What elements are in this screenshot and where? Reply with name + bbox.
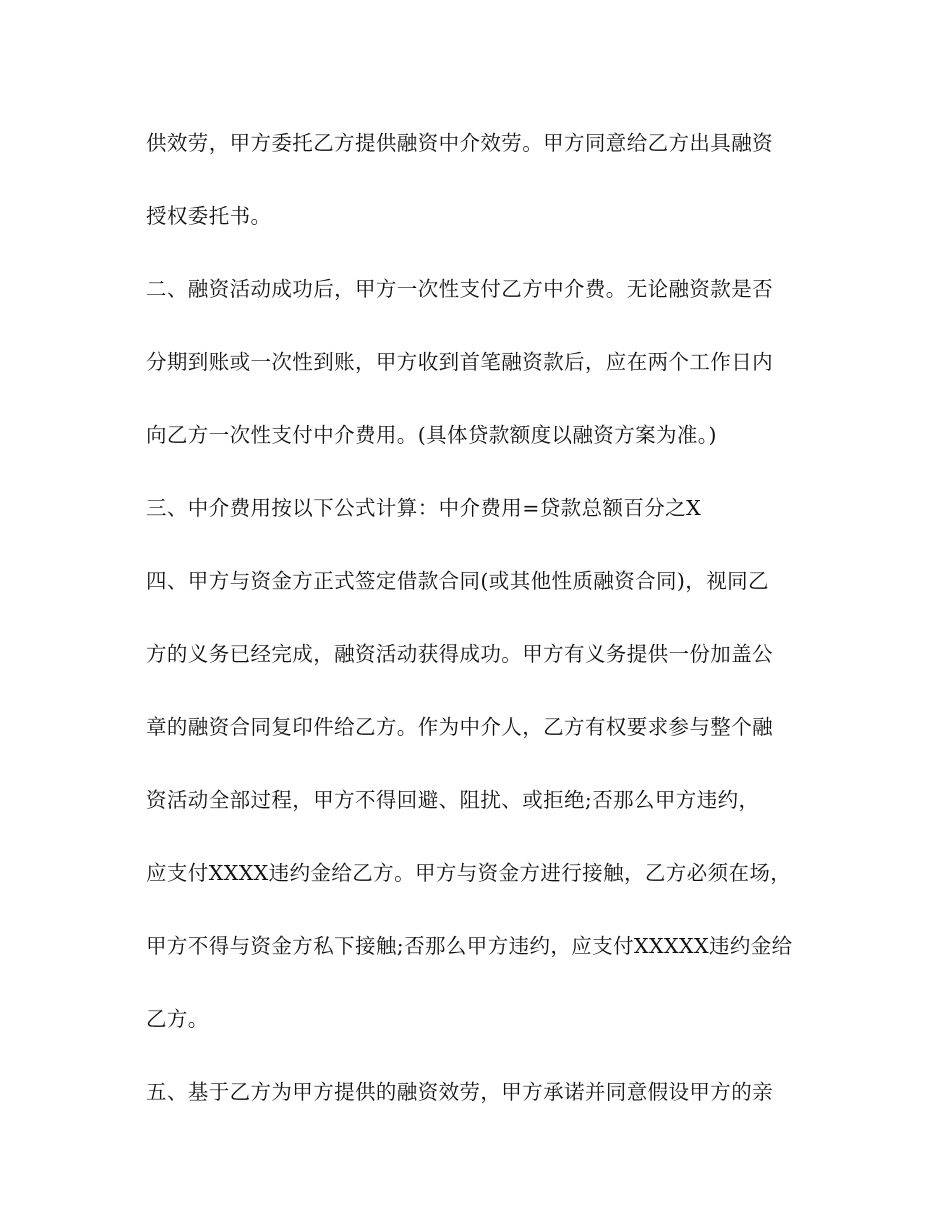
text-line: 甲方不得与资金方私下接触;否那么甲方违约，应支付XXXXX违约金给 xyxy=(146,934,793,958)
text-line: 四、甲方与资金方正式签定借款合同(或其他性质融资合同)，视同乙 xyxy=(146,569,769,593)
text-line: 应支付XXXX违约金给乙方。甲方与资金方进行接触，乙方必须在场， xyxy=(146,861,792,885)
text-line: 分期到账或一次性到账，甲方收到首笔融资款后，应在两个工作日内 xyxy=(146,350,773,374)
text-line: 向乙方一次性支付中介费用。(具体贷款额度以融资方案为准。) xyxy=(146,423,717,447)
text-line: 资活动全部过程，甲方不得回避、阻扰、或拒绝;否那么甲方违约， xyxy=(146,788,760,812)
text-line: 五、基于乙方为甲方提供的融资效劳，甲方承诺并同意假设甲方的亲 xyxy=(146,1080,773,1104)
text-line: 章的融资合同复印件给乙方。作为中介人，乙方有权要求参与整个融 xyxy=(146,715,773,739)
text-line: 乙方。 xyxy=(146,1007,209,1031)
text-line: 供效劳，甲方委托乙方提供融资中介效劳。甲方同意给乙方出具融资 xyxy=(146,131,773,155)
text-line: 二、融资活动成功后，甲方一次性支付乙方中介费。无论融资款是否 xyxy=(146,277,773,301)
text-line: 授权委托书。 xyxy=(146,204,272,228)
text-line: 方的义务已经完成，融资活动获得成功。甲方有义务提供一份加盖公 xyxy=(146,642,773,666)
text-line: 三、中介费用按以下公式计算：中介费用=贷款总额百分之X xyxy=(146,496,702,520)
